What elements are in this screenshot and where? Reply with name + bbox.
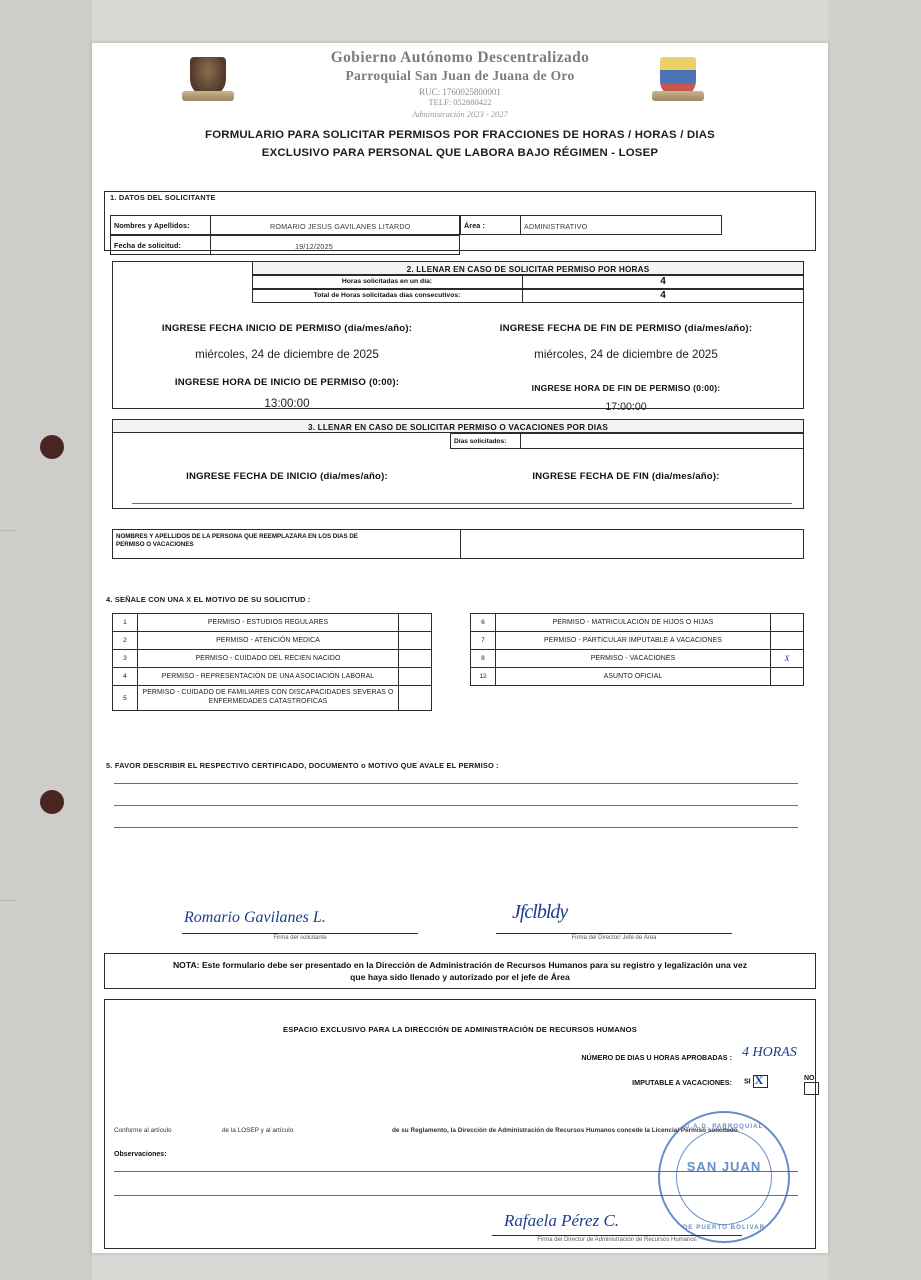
fecha-dias-underline: [132, 503, 792, 504]
observaciones-label: Observaciones:: [114, 1151, 167, 1158]
stamp-mid-text: SAN JUAN: [686, 1159, 762, 1174]
section3-title: 3. LLENAR EN CASO DE SOLICITAR PERMISO O VACACIONES POR DIAS: [307, 423, 609, 432]
row-text: ASUNTO OFICIAL: [496, 668, 771, 686]
nombres-value[interactable]: ROMARIO JESUS GAVILANES LITARDO: [270, 222, 411, 231]
hora-fin-permiso-value[interactable]: 17:00:00: [605, 401, 647, 413]
row-mark[interactable]: [399, 668, 432, 686]
imputable-si-group[interactable]: [744, 1075, 768, 1088]
solicitante-signature-caption: Firma del solicitante: [273, 935, 327, 941]
municipal-crest-icon: [180, 51, 236, 105]
area-row: [460, 215, 722, 235]
stamp-bottom-text: DE PUERTO BOLIVAR: [682, 1224, 766, 1231]
motivos-right-body: [471, 614, 804, 686]
section2-title-band: [252, 261, 804, 275]
row-num: 5: [113, 686, 138, 711]
row-text: PERMISO - REPRESENTACIÓN DE UNA ASOCIACIÓN LABORAL: [138, 668, 399, 686]
solicitante-signature: Romario Gavilanes L.: [184, 909, 326, 926]
conforme-articulo-label: Conforme al artículo: [114, 1127, 172, 1134]
imputable-no-label: NO: [804, 1075, 815, 1082]
table-row[interactable]: [471, 650, 804, 668]
nota-lead: NOTA:: [172, 960, 200, 970]
row-text: PERMISO - CUIDADO DEL RECIEN NACIDO: [138, 650, 399, 668]
fecha-solicitud-label: Fecha de solicitud:: [114, 241, 181, 250]
scan-edge-mark-top: [0, 530, 16, 531]
hora-fin-permiso-label: INGRESE HORA DE FIN DE PERMISO (0:00):: [531, 383, 721, 393]
section1-title: 1. DATOS DEL SOLICITANTE: [110, 193, 216, 202]
reemplazo-divider: [460, 529, 461, 559]
row-mark[interactable]: [399, 614, 432, 632]
section2-title: 2. LLENAR EN CASO DE SOLICITAR PERMISO POR HORAS: [406, 265, 650, 274]
motivos-left-body: [113, 614, 432, 711]
section5-title: 5. FAVOR DESCRIBIR EL RESPECTIVO CERTIFICADO, DOCUMENTO o MOTIVO QUE AVALE EL PERMISO :: [106, 761, 499, 770]
row-num: 7: [471, 632, 496, 650]
table-row[interactable]: [113, 650, 432, 668]
table-row[interactable]: [471, 614, 804, 632]
imputable-vacaciones-label: IMPUTABLE A VACACIONES:: [632, 1078, 732, 1087]
stamp-top-text: G.A.D. PARROQUIAL: [684, 1123, 764, 1130]
dias-solicitados-label: Días solicitados:: [454, 438, 507, 445]
document-page: [92, 43, 828, 1253]
rrhh-signature-caption: Firma del Director de Administración de Recursos Humanos: [537, 1237, 697, 1243]
row-text: PERMISO - ATENCIÓN MEDICA: [138, 632, 399, 650]
org-ruc: RUC: 1760025800001: [419, 87, 501, 97]
fecha-inicio-permiso-value[interactable]: miércoles, 24 de diciembre de 2025: [195, 348, 379, 361]
nota-text: [105, 954, 815, 989]
row-mark[interactable]: [399, 650, 432, 668]
section5-line3[interactable]: [114, 827, 798, 828]
row-text: PERMISO - VACACIONES: [496, 650, 771, 668]
horas-dia-label: Horas solicitadas en un día:: [341, 278, 433, 285]
rrhh-signature-line: [492, 1235, 742, 1236]
reglamento-label: de su Reglamento, la Dirección de Administración de Recursos Humanos concede la Licencia/ Permiso solicitado: [392, 1127, 738, 1134]
row-num: 1: [113, 614, 138, 632]
nota-container: [104, 953, 816, 989]
table-row[interactable]: [471, 632, 804, 650]
nota-line1: Este formulario debe ser presentado en la Dirección de Administración de Recursos Humanos para su registro y legalización una vez: [201, 960, 748, 970]
row-mark[interactable]: [771, 614, 804, 632]
row-num: 3: [113, 650, 138, 668]
numero-dias-value[interactable]: 4 HORAS: [742, 1045, 797, 1060]
imputable-si-label: SI: [744, 1078, 751, 1086]
fecha-fin-permiso-label: INGRESE FECHA DE FIN DE PERMISO (dia/mes/año):: [499, 323, 753, 334]
row-text: PERMISO - MATRICULACIÓN DE HIJOS O HIJAS: [496, 614, 771, 632]
org-line1: Gobierno Autónomo Descentralizado: [330, 49, 590, 66]
fecha-fin-dias-label: INGRESE FECHA DE FIN (dia/mes/año):: [532, 471, 720, 482]
row-mark[interactable]: [771, 632, 804, 650]
hora-inicio-permiso-label: INGRESE HORA DE INICIO DE PERMISO (0:00):: [174, 377, 400, 388]
scan-background-left: [0, 0, 92, 1280]
fecha-inicio-permiso-label: INGRESE FECHA INICIO DE PERMISO (dia/mes/año):: [161, 323, 413, 334]
section5-line2[interactable]: [114, 805, 798, 806]
losep-articulo-label: de la LOSEP y al artículo: [222, 1127, 294, 1134]
section6-title: ESPACIO EXCLUSIVO PARA LA DIRECCIÓN DE ADMINISTRACIÓN DE RECURSOS HUMANOS: [283, 1025, 637, 1034]
fecha-divider: [210, 235, 211, 255]
reemplazo-label: [116, 533, 458, 550]
row-num: 2: [113, 632, 138, 650]
numero-dias-label: NÚMERO DE DIAS U HORAS APROBADAS :: [581, 1053, 732, 1062]
org-line2: Parroquial San Juan de Juana de Oro: [345, 68, 575, 83]
horas-consecutivas-value[interactable]: 4: [660, 290, 666, 301]
row-mark[interactable]: [399, 686, 432, 711]
jefe-area-signature-caption: Firma del Director/ Jefe de Área: [571, 935, 657, 941]
solicitante-signature-line: [182, 933, 418, 934]
row-text: PERMISO - ESTUDIOS REGULARES: [138, 614, 399, 632]
org-phone: TELF: 052880422: [428, 97, 492, 107]
horas-consecutivas-label: Total de Horas solicitadas días consecutivos:: [313, 292, 461, 299]
jefe-area-signature: Jfclbldy: [512, 901, 568, 923]
area-divider: [520, 215, 521, 235]
hora-inicio-permiso-value[interactable]: 13:00:00: [264, 397, 310, 410]
horas-dia-value[interactable]: 4: [660, 276, 666, 287]
row-mark[interactable]: X: [771, 650, 804, 668]
motivos-table-right: [470, 613, 804, 686]
row-num: 12: [471, 668, 496, 686]
fecha-fin-permiso-value[interactable]: miércoles, 24 de diciembre de 2025: [534, 348, 718, 361]
row-mark[interactable]: [399, 632, 432, 650]
row-mark[interactable]: [771, 668, 804, 686]
imputable-no-group[interactable]: [804, 1075, 828, 1095]
row-num: 8: [471, 650, 496, 668]
official-stamp: [658, 1111, 790, 1243]
section4-title: 4. SEÑALE CON UNA X EL MOTIVO DE SU SOLICITUD :: [106, 595, 311, 604]
area-label: Área :: [464, 221, 485, 230]
document-header: [92, 43, 828, 121]
imputable-si-checkbox[interactable]: [753, 1075, 768, 1088]
page-title: [122, 127, 798, 162]
reemplazo-label-line1: NOMBRES Y APELLIDOS DE LA PERSONA QUE REEMPLAZARA EN LOS DIAS DE: [116, 533, 358, 540]
dias-solicitados-divider: [520, 433, 521, 449]
table-row[interactable]: [113, 632, 432, 650]
scan-background-right: [828, 0, 921, 1280]
row-text: PERMISO - CUIDADO DE FAMILIARES CON DISCAPACIDADES SEVERAS O ENFERMEDADES CATASTROFICAS: [138, 686, 399, 711]
scan-edge-mark-bottom: [0, 900, 16, 901]
row-text: PERMISO - PARTICULAR IMPUTABLE A VACACIONES: [496, 632, 771, 650]
row-num: 4: [113, 668, 138, 686]
nombres-label: Nombres y Apellidos:: [114, 221, 190, 230]
table-row[interactable]: [113, 686, 432, 711]
table-row[interactable]: [113, 668, 432, 686]
punch-hole-top: [40, 435, 64, 459]
imputable-no-checkbox[interactable]: [804, 1082, 819, 1095]
fecha-inicio-dias-label: INGRESE FECHA DE INICIO (dia/mes/año):: [186, 471, 388, 482]
area-value[interactable]: ADMINISTRATIVO: [524, 222, 588, 231]
punch-hole-bottom: [40, 790, 64, 814]
section5-line1[interactable]: [114, 783, 798, 784]
rrhh-signature: Rafaela Pérez C.: [504, 1211, 620, 1230]
page-title-line1: FORMULARIO PARA SOLICITAR PERMISOS POR FRACCIONES DE HORAS / HORAS / DIAS: [205, 129, 715, 141]
fecha-solicitud-value[interactable]: 19/12/2025: [295, 242, 333, 251]
jefe-area-signature-line: [496, 933, 732, 934]
row-num: 6: [471, 614, 496, 632]
section3-title-band: [112, 419, 804, 433]
ecuador-flag-crest-icon: [650, 51, 706, 105]
table-row[interactable]: [113, 614, 432, 632]
nota-line2: que haya sido llenado y autorizado por el jefe de Área: [350, 972, 570, 983]
page-title-line2: EXCLUSIVO PARA PERSONAL QUE LABORA BAJO RÉGIMEN - LOSEP: [261, 146, 659, 159]
org-admin-period: Administración 2023 - 2027: [412, 109, 508, 119]
reemplazo-label-line2: PERMISO O VACACIONES: [116, 541, 194, 549]
motivos-table-left: [112, 613, 432, 711]
nombres-divider: [210, 215, 211, 235]
table-row[interactable]: [471, 668, 804, 686]
